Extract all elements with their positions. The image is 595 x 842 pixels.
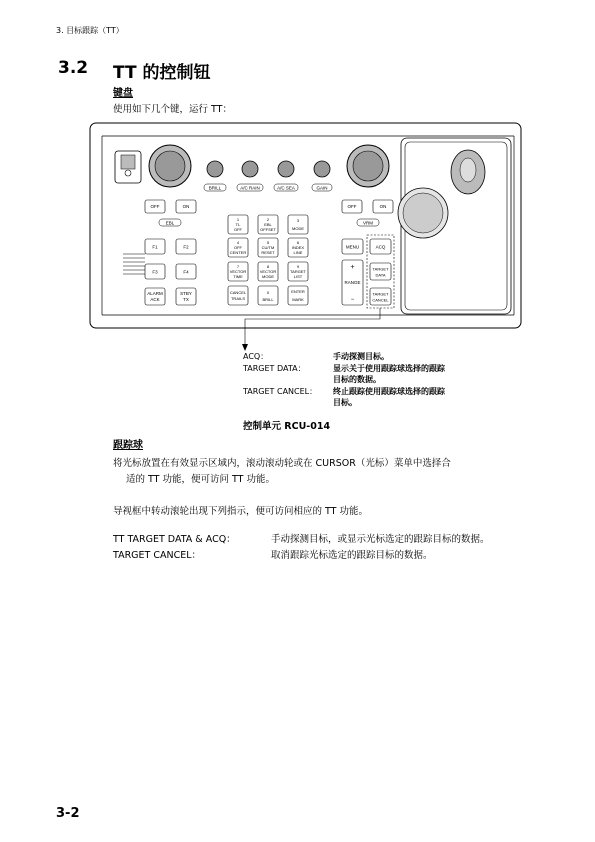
svg-text:OFF: OFF bbox=[234, 227, 242, 232]
svg-text:2: 2 bbox=[266, 217, 270, 222]
trackball-para1-line1: 将光标放置在有效显示区域内，滚动滚动轮或在 CURSOR（光标）菜单中选择合 bbox=[113, 458, 451, 469]
function-key-2: TARGET CANCEL： bbox=[113, 550, 202, 561]
ebl-label: EBL bbox=[165, 220, 175, 226]
gain-label: GAIN bbox=[316, 185, 328, 191]
key-0-brill[interactable] bbox=[258, 286, 278, 305]
function-desc-1: 手动探测目标，或显示光标选定的跟踪目标的数据。 bbox=[271, 534, 490, 545]
function-desc-2: 取消跟踪光标选定的跟踪目标的数据。 bbox=[271, 550, 433, 561]
range-minus-label: − bbox=[350, 297, 355, 303]
svg-text:MARK: MARK bbox=[292, 297, 304, 302]
vrm-label: VRM bbox=[363, 220, 373, 226]
f2-label: F2 bbox=[183, 244, 189, 250]
callout-target-cancel-text-2: 目标。 bbox=[333, 398, 357, 407]
svg-text:0: 0 bbox=[266, 290, 270, 295]
trackball-para1-line2: 适的 TT 功能，便可访问 TT 功能。 bbox=[126, 474, 275, 485]
svg-text:OFF: OFF bbox=[234, 245, 242, 250]
control-unit-illustration bbox=[88, 118, 528, 358]
ac-rain-label: A/C RAIN bbox=[240, 185, 260, 191]
svg-text:TRAILS: TRAILS bbox=[230, 296, 246, 301]
section-title: TT 的控制钮 bbox=[113, 63, 211, 83]
f1-label: F1 bbox=[152, 244, 158, 250]
stby-tx-label-1: STBY bbox=[180, 291, 192, 296]
callout-target-data-text-1: 显示关于使用跟踪球选择的跟踪 bbox=[333, 364, 445, 373]
menu-label: MENU bbox=[345, 244, 360, 250]
ac-rain-knob[interactable] bbox=[242, 161, 258, 177]
trackball-heading: 跟踪球 bbox=[113, 440, 143, 451]
callout-arrow-icon bbox=[242, 344, 248, 351]
callout-target-data-text-2: 目标的数据。 bbox=[333, 375, 381, 384]
target-data-label-2: DATA bbox=[375, 272, 386, 278]
figure-caption: 控制单元 RCU-014 bbox=[243, 421, 331, 432]
function-key-1: TT TARGET DATA & ACQ： bbox=[113, 534, 236, 545]
page-number: 3-2 bbox=[56, 806, 80, 821]
brill-label: BRILL bbox=[208, 185, 222, 191]
target-cancel-label-2: CANCEL bbox=[372, 297, 389, 303]
svg-text:LINE: LINE bbox=[293, 250, 303, 255]
svg-text:INDEX: INDEX bbox=[291, 245, 305, 250]
f3-label: F3 bbox=[152, 269, 158, 275]
callout-acq-text: 手动探测目标。 bbox=[333, 352, 389, 361]
svg-text:6: 6 bbox=[296, 240, 300, 245]
target-cancel-label-1: TARGET bbox=[372, 291, 389, 297]
svg-text:4: 4 bbox=[236, 240, 240, 245]
svg-text:CU/TM: CU/TM bbox=[261, 245, 275, 250]
gain-knob[interactable] bbox=[314, 161, 330, 177]
trackball-para2: 导视框中转动滚轮出现下列指示，便可访问相应的 TT 功能。 bbox=[113, 506, 368, 517]
svg-text:9: 9 bbox=[296, 264, 300, 269]
svg-text:VECTOR: VECTOR bbox=[229, 269, 247, 274]
svg-text:CANCEL: CANCEL bbox=[229, 290, 247, 295]
svg-text:VECTOR: VECTOR bbox=[259, 269, 277, 274]
range-plus-label: + bbox=[350, 264, 355, 271]
acq-label: ACQ bbox=[375, 244, 386, 250]
stby-tx-label-2: TX bbox=[183, 297, 189, 302]
svg-text:RESET: RESET bbox=[261, 250, 275, 255]
svg-text:EBL: EBL bbox=[264, 222, 272, 227]
vrm-off-label: OFF bbox=[347, 204, 357, 209]
ac-sea-label: A/C SEA bbox=[277, 185, 295, 191]
svg-text:3: 3 bbox=[296, 218, 300, 223]
svg-text:LIST: LIST bbox=[293, 274, 303, 279]
svg-text:TARGET: TARGET bbox=[290, 269, 306, 274]
running-header: 3. 目标跟踪（TT） bbox=[56, 26, 124, 35]
target-data-label-1: TARGET bbox=[372, 266, 389, 272]
alarm-ack-label-2: ACK bbox=[150, 297, 160, 302]
svg-text:MODE: MODE bbox=[262, 274, 274, 279]
callout-target-cancel-label: TARGET CANCEL： bbox=[243, 387, 318, 396]
ebl-off-label: OFF bbox=[150, 204, 160, 209]
svg-text:BRILL: BRILL bbox=[262, 297, 274, 302]
alarm-ack-label-1: ALARM bbox=[147, 291, 163, 296]
section-number: 3.2 bbox=[58, 58, 89, 78]
range-label: RANGE bbox=[344, 280, 361, 285]
svg-text:OFFSET: OFFSET bbox=[260, 227, 276, 232]
svg-text:TL: TL bbox=[235, 222, 241, 227]
svg-text:5: 5 bbox=[266, 240, 270, 245]
callout-target-data-label: TARGET DATA： bbox=[243, 364, 306, 373]
f4-label: F4 bbox=[183, 269, 189, 275]
svg-text:8: 8 bbox=[266, 264, 270, 269]
svg-text:MODE: MODE bbox=[292, 226, 304, 231]
svg-text:TIME: TIME bbox=[233, 274, 243, 279]
brill-knob[interactable] bbox=[207, 161, 223, 177]
callout-target-cancel-text-1: 终止跟踪使用跟踪球选择的跟踪 bbox=[333, 387, 445, 396]
ac-sea-knob[interactable] bbox=[278, 161, 294, 177]
ebl-on-label: ON bbox=[182, 204, 190, 209]
keyboard-intro: 使用如下几个键，运行 TT： bbox=[113, 104, 232, 115]
keyboard-heading: 键盘 bbox=[113, 88, 133, 99]
callout-acq-label: ACQ： bbox=[243, 352, 269, 361]
svg-text:CENTER: CENTER bbox=[229, 250, 247, 255]
vrm-on-label: ON bbox=[379, 204, 387, 209]
svg-text:1: 1 bbox=[236, 217, 240, 222]
svg-text:ENTER: ENTER bbox=[291, 289, 305, 294]
svg-text:7: 7 bbox=[236, 264, 240, 269]
